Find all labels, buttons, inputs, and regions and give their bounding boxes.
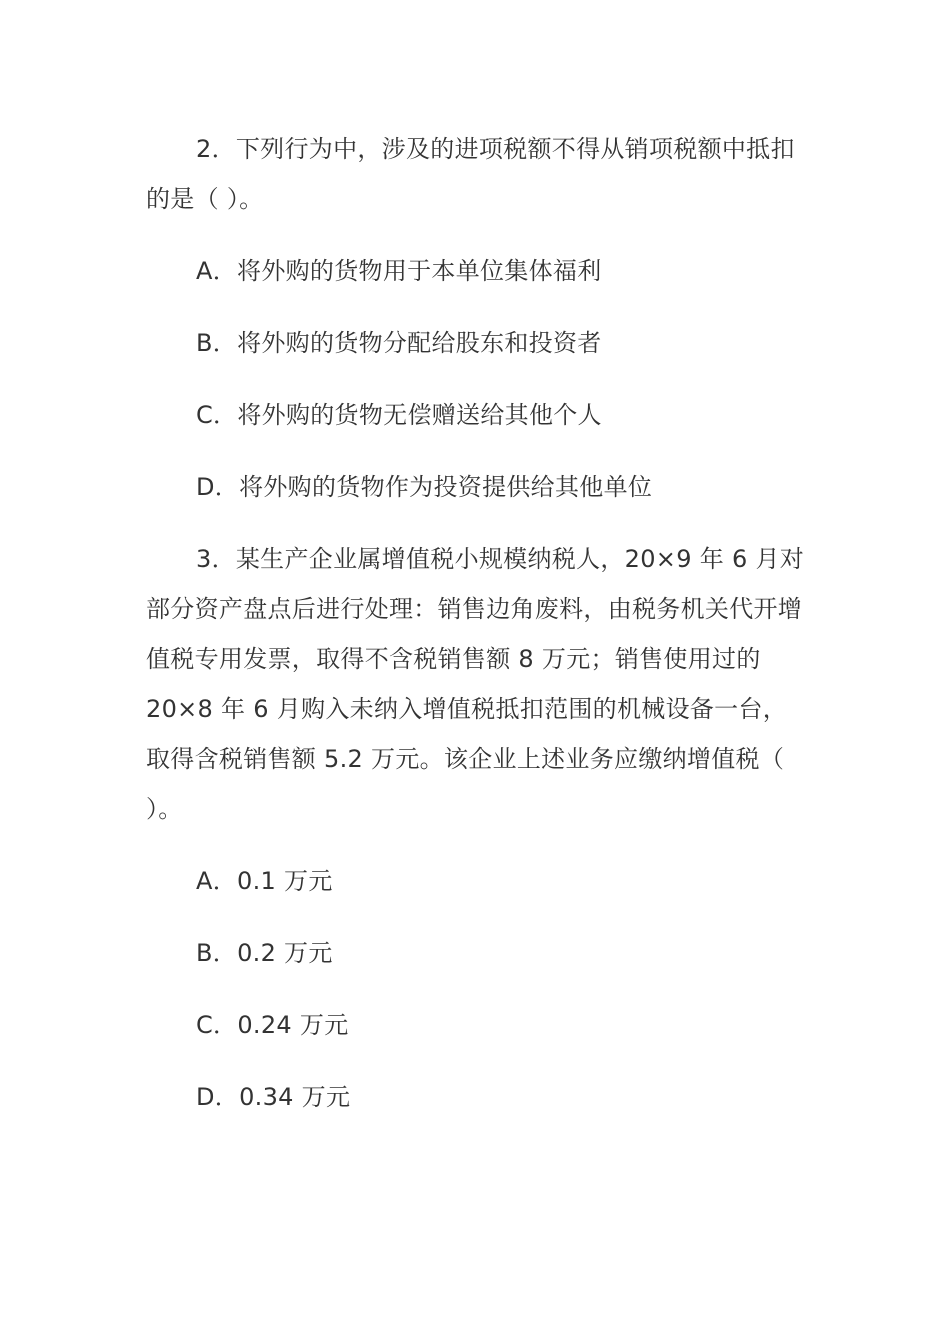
question-3-stem: 3．某生产企业属增值税小规模纳税人，20×9 年 6 月对部分资产盘点后进行处理：销售边角废料，由税务机关代开增值税专用发票，取得不含税销售额 8 万元；销售使用过的 20×8 年 6 月购入未纳入增值税抵扣范围的机械设备一台，取得含税销售额 5.2 万元。该企业上述业务应缴纳增值税（ ）。 (146, 545, 805, 823)
document-page (146, 124, 810, 1122)
question-2-option-d: D．将外购的货物作为投资提供给其他单位 (196, 473, 653, 501)
question-3-option-b: B．0.2 万元 (196, 939, 333, 967)
question-3-option-a: A．0.1 万元 (196, 867, 333, 895)
question-2-stem: 2．下列行为中，涉及的进项税额不得从销项税额中抵扣的是（ ）。 (146, 135, 795, 213)
question-2-option-b: B．将外购的货物分配给股东和投资者 (196, 329, 602, 357)
question-2-option-a: A．将外购的货物用于本单位集体福利 (196, 257, 602, 285)
question-3-option-d: D．0.34 万元 (196, 1083, 351, 1111)
question-3-option-c: C．0.24 万元 (196, 1011, 349, 1039)
question-2-option-c: C．将外购的货物无偿赠送给其他个人 (196, 401, 602, 429)
